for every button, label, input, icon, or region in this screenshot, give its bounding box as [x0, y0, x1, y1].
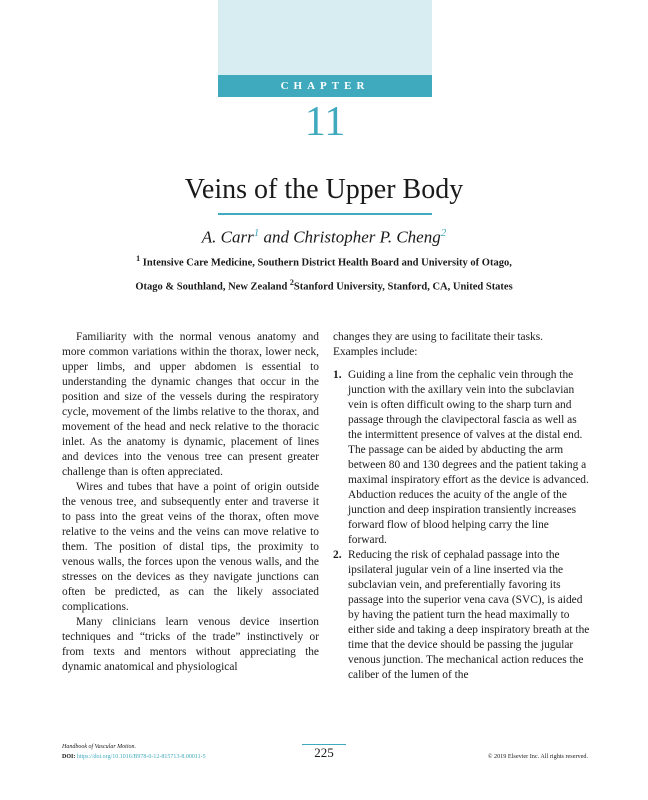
page-number: 225	[314, 745, 334, 760]
author-2-affil-mark: 2	[440, 227, 447, 239]
list-item	[333, 548, 590, 683]
authors-connector: and	[259, 227, 294, 247]
chapter-title: Veins of the Upper Body	[184, 174, 464, 205]
list-item-number: 2.	[333, 549, 342, 561]
chapter-label: CHAPTER	[218, 75, 432, 97]
list-item-text: Reducing the risk of cephalad passage into the ipsilateral jugular vein of a line inserted via the subclavian vein, and preferentially favoring its passage into the superior vena cava (SVC), is aided by having the patient turn the head maximally to either side and taking a deep inspiratory breath at the time that the device should be passing the jugular venous junction. The mechanical action reduces the caliber of the lumen of the	[348, 549, 590, 681]
affiliations	[40, 249, 608, 296]
author-1-affil-mark: 1	[253, 227, 260, 239]
list-item	[333, 368, 590, 548]
affil-line-2b: Stanford University, Stanford, CA, United States	[293, 281, 513, 292]
examples-list	[333, 368, 590, 683]
body-column-left	[62, 330, 319, 675]
title-divider	[218, 213, 432, 215]
doi-link[interactable]: https://doi.org/10.1016/B978-0-12-815713-8.00011-5	[76, 754, 206, 760]
affil-line-2: Otago & Southland, New Zealand	[135, 281, 290, 292]
doi-label: DOI:	[62, 754, 76, 760]
body-paragraph: Wires and tubes that have a point of origin outside the venous tree, and subsequently enter and traverse it to pass into the great veins of the thorax, often move relative to the veins and the veins can move relative to them. The position of distal tips, the proximity to venous walls, the forces upon the venous walls, and the stresses on the devices as they navigate junctions can often be predicted, as can the likely associated complications.	[62, 481, 319, 613]
authors-line	[0, 221, 648, 250]
affil-2-mark: 2	[289, 277, 294, 287]
author-2: Christopher P. Cheng	[293, 227, 441, 247]
author-1: A. Carr	[201, 227, 254, 247]
list-item-number: 1.	[333, 369, 342, 381]
body-paragraph: Many clinicians learn venous device insertion techniques and “tricks of the trade” instinctively or from texts and mentors without appreciating the dynamic anatomical and physiological	[62, 616, 319, 673]
body-paragraph-continued: changes they are using to facilitate their tasks. Examples include:	[333, 331, 544, 358]
list-item-text: Guiding a line from the cephalic vein through the junction with the axillary vein into the subclavian vein is often difficult owing to the sharp turn and passage through the clavipectoral fascia as well as the intermittent presence of valves at the distal end. The passage can be aided by abducting the arm between 80 and 130 degrees and the patient taking a maximal inspiratory effort as the device is advanced. Abduction reduces the acuity of the angle of the junction and deep inspiration transiently increases forward flow of blood helping carry the line forward.	[348, 369, 589, 546]
affil-1-mark: 1	[136, 254, 141, 263]
body-column-right	[333, 330, 590, 683]
affil-line-1: Intensive Care Medicine, Southern District Health Board and University of Otago,	[142, 257, 512, 269]
book-title: Handbook of Vascular Motion.	[62, 744, 136, 750]
chapter-header-box	[218, 0, 432, 75]
footer-citation	[62, 742, 206, 762]
copyright-notice: © 2019 Elsevier Inc. All rights reserved.	[487, 753, 588, 760]
body-paragraph: Familiarity with the normal venous anatomy and more common variations within the thorax, lower neck, upper limbs, and upper abdomen is essential to understanding the dynamic changes that occur in the position and size of the vessels during the respiratory cycle, movement of the limbs relative to the thorax, and movement of the head and neck relative to the thoracic inlet. As the anatomy is dynamic, placement of lines and devices into the venous tree can present greater challenge than is often appreciated.	[62, 331, 319, 478]
chapter-number: 11	[304, 99, 346, 145]
